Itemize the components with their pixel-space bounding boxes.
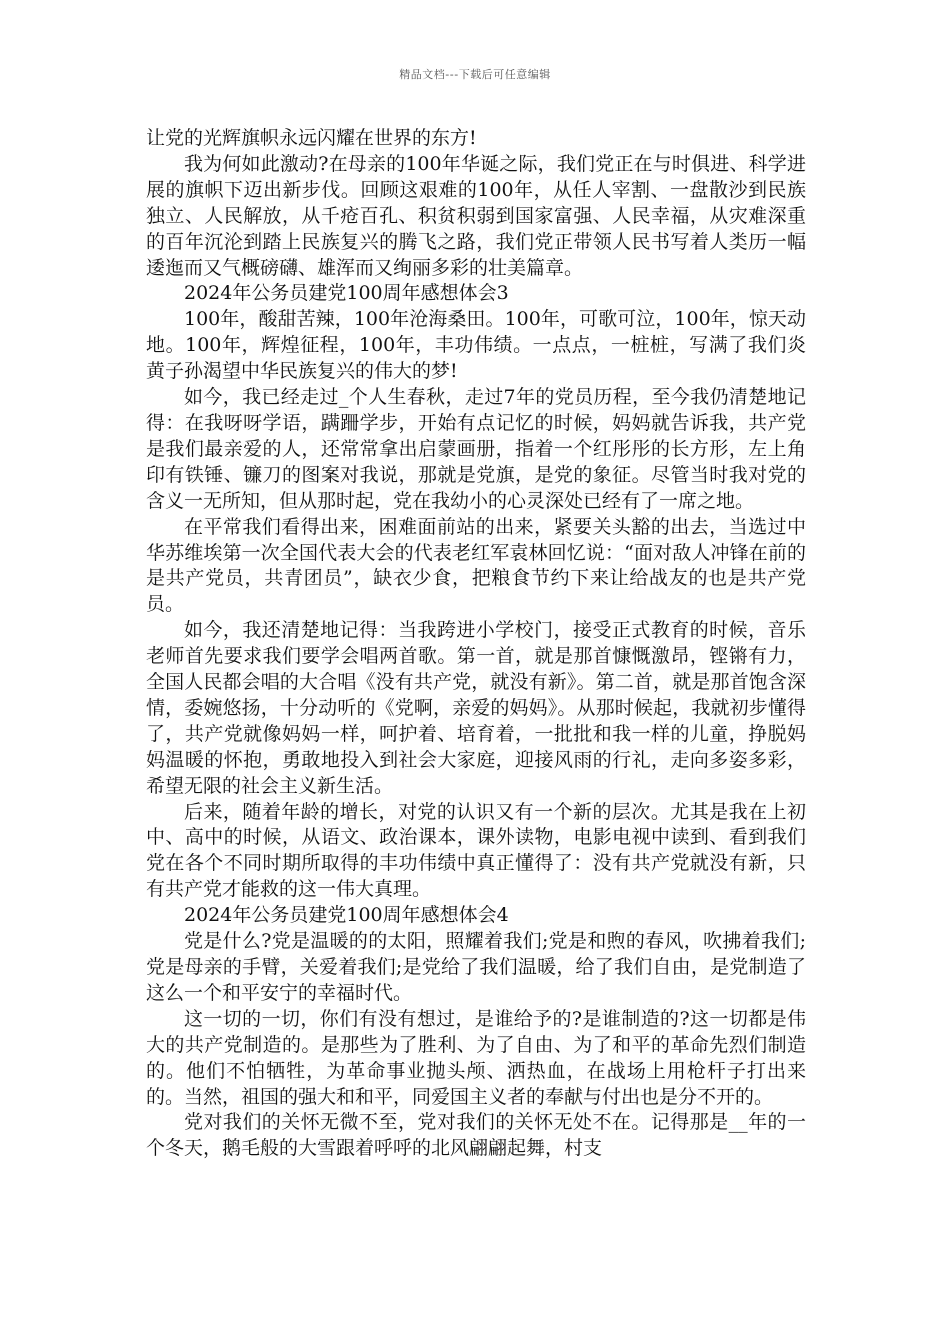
page-header-note: 精品文档---下载后可任意编辑 bbox=[399, 68, 551, 81]
paragraph-6: 如今，我还清楚地记得：当我跨进小学校门，接受正式教育的时候，音乐老师首先要求我们要学会唱两首歌。第一首，就是那首慷慨激昂，铿锵有力，全国人民都会唱的大合唱《没有共产党，就没有新》。第二首，就是那首饱含深情，委婉悠扬，十分动听的《党啊，亲爱的妈妈》。从那时候起，我就初步懂得了，共产党就像妈妈一样，呵护着、培育着，一批批和我一样的儿童，挣脱妈妈温暖的怀抱，勇敢地投入到社会大家庭，迎接风雨的行礼，走向多姿多彩，希望无限的社会主义新生活。 bbox=[146, 619, 806, 797]
paragraph-1: 让党的光辉旗帜永远闪耀在世界的东方! bbox=[146, 127, 477, 149]
paragraph-5: 在平常我们看得出来，困难面前站的出来，紧要关头豁的出去，当选过中华苏维埃第一次全国代表大会的代表老红军袁林回忆说：“面对敌人冲锋在前的是共产党员，共青团员”，缺衣少食，把粮食节约下来让给战友的也是共产党员。 bbox=[146, 515, 806, 616]
paragraph-9: 这一切的一切，你们有没有想过，是谁给予的?是谁制造的?这一切都是伟大的共产党制造的。是那些为了胜利、为了自由、为了和平的革命先烈们制造的。他们不怕牺牲，为革命事业抛头颅、洒热血，在战场上用枪杆子打出来的。当然，祖国的强大和和平，同爱国主义者的奉献与付出也是分不开的。 bbox=[146, 1007, 806, 1108]
paragraph-7: 后来，随着年龄的增长，对党的认识又有一个新的层次。尤其是我在上初中、高中的时候，从语文、政治课本，课外读物，电影电视中读到、看到我们党在各个不同时期所取得的丰功伟绩中真正懂得了：没有共产党就没有新，只有共产党才能救的这一伟大真理。 bbox=[146, 800, 806, 901]
paragraph-4: 如今，我已经走过_个人生春秋，走过7年的党员历程，至今我仍清楚地记得：在我呀呀学语，蹒跚学步，开始有点记忆的时候，妈妈就告诉我，共产党是我们最亲爱的人，还常常拿出启蒙画册，指着一个红彤彤的长方形，左上角印有铁锤、镰刀的图案对我说，那就是党旗，是党的象征。尽管当时我对党的含义一无所知，但从那时起，党在我幼小的心灵深处已经有了一席之地。 bbox=[146, 386, 806, 512]
paragraph-8: 党是什么?党是温暖的的太阳，照耀着我们;党是和煦的春风，吹拂着我们;党是母亲的手臂，关爱着我们;是党给了我们温暖，给了我们自由，是党制造了这么一个和平安宁的幸福时代。 bbox=[146, 930, 806, 1004]
paragraph-3: 100年，酸甜苦辣，100年沧海桑田。100年，可歌可泣，100年，惊天动地。100年，辉煌征程，100年，丰功伟绩。一点点，一桩桩，写满了我们炎黄子孙渴望中华民族复兴的伟大的梦! bbox=[146, 308, 806, 383]
paragraph-10: 党对我们的关怀无微不至，党对我们的关怀无处不在。记得那是__年的一个冬天，鹅毛般的大雪跟着呼呼的北风翩翩起舞，村支 bbox=[146, 1111, 806, 1160]
section-heading-4: 2024年公务员建党100周年感想体会4 bbox=[184, 904, 509, 927]
section-heading-3: 2024年公务员建党100周年感想体会3 bbox=[184, 282, 509, 305]
paragraph-2: 我为何如此激动?在母亲的100年华诞之际，我们党正在与时俱进、科学进展的旗帜下迈出新步伐。回顾这艰难的100年，从任人宰割、一盘散沙到民族独立、人民解放，从千疮百孔、积贫积弱到国家富强、人民幸福，从灾难深重的百年沉沦到踏上民族复兴的腾飞之路，我们党正带领人民书写着人类历一幅逶迤而又气概磅礴、雄浑而又绚丽多彩的壮美篇章。 bbox=[146, 152, 806, 279]
document-body bbox=[146, 126, 806, 1162]
